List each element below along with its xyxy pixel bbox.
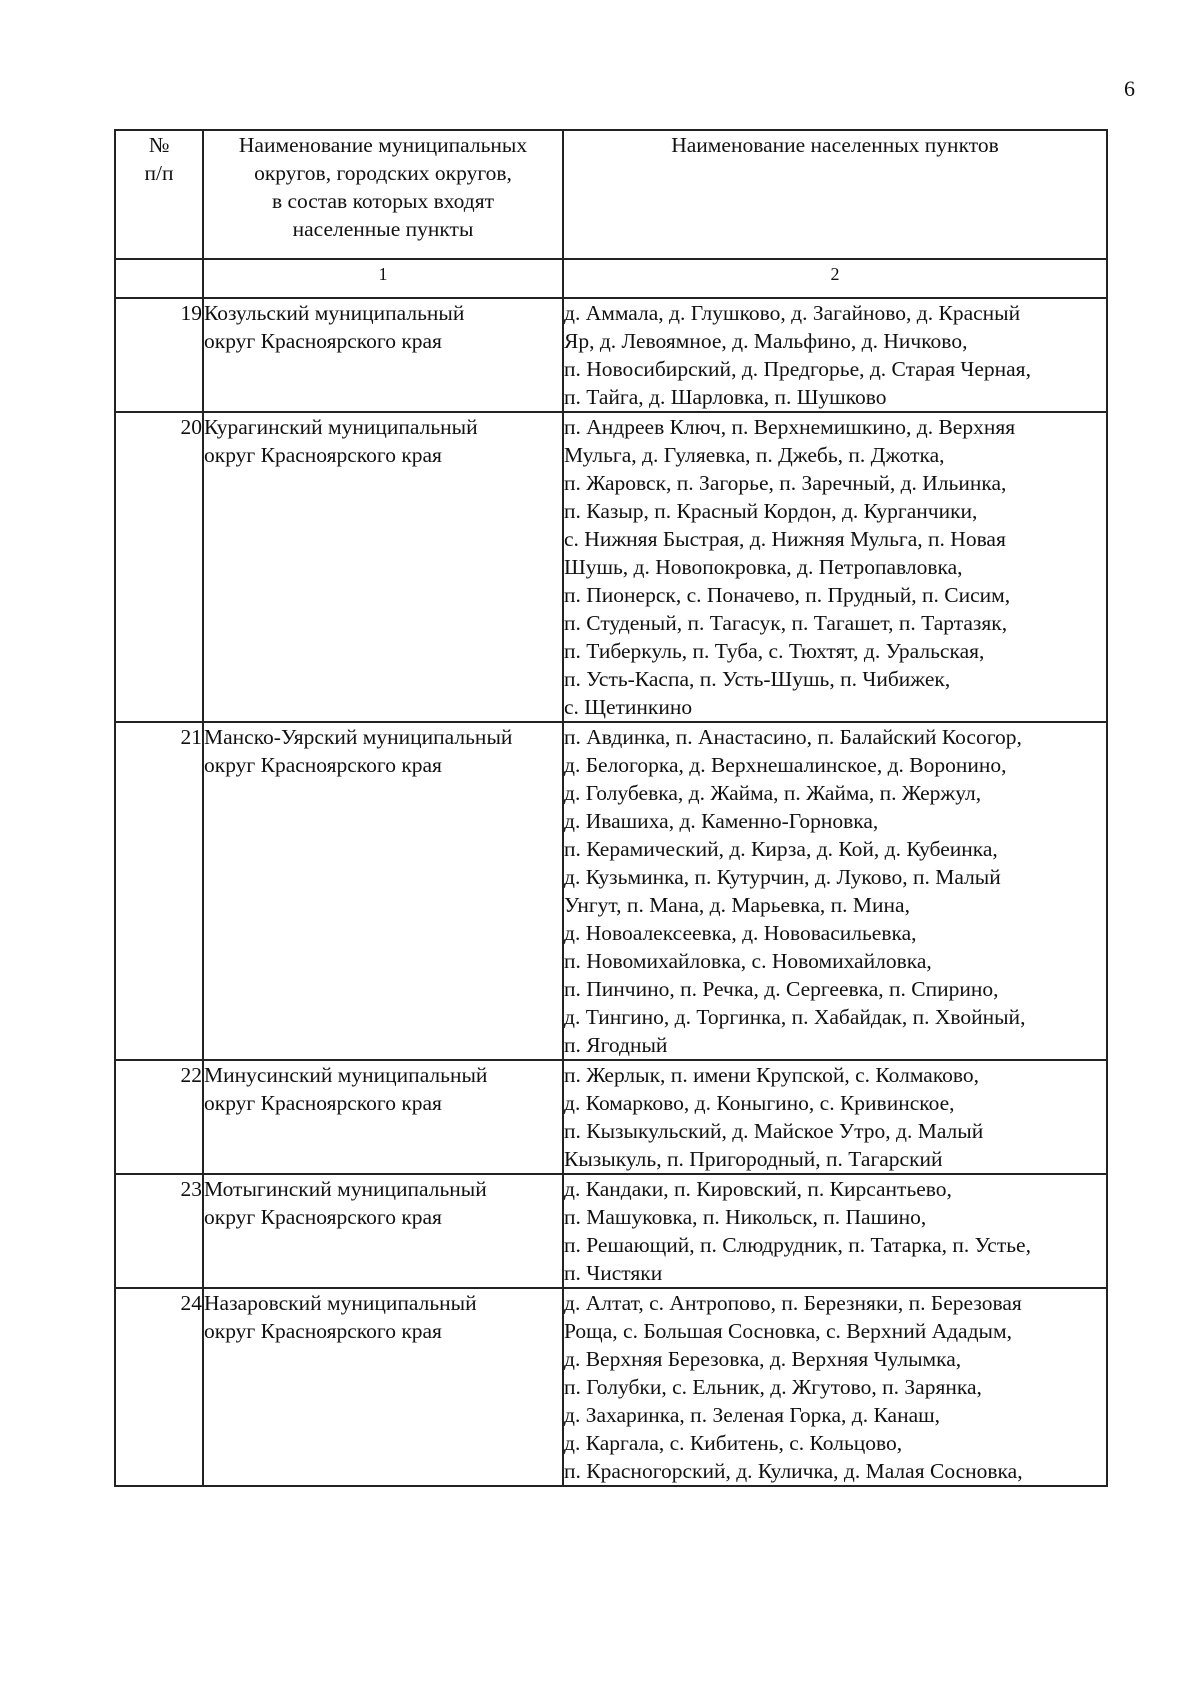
settlements-cell [563,722,1107,1060]
settlements-line: п. Новосибирский, д. Предгорье, д. Старая Черная, [564,357,1031,381]
settlements-line: п. Решающий, п. Слюдрудник, п. Татарка, п. Устье, [564,1233,1031,1257]
column-index-2: 2 [563,259,1107,298]
settlements-cell [563,1174,1107,1288]
settlements-line: п. Красногорский, д. Куличка, д. Малая Сосновка, [564,1459,1023,1483]
column-index-row [115,259,1107,298]
settlements-line: д. Тингино, д. Торгинка, п. Хабайдак, п. Хвойный, [564,1005,1026,1029]
table-row [115,412,1107,722]
settlements-line: д. Голубевка, д. Жайма, п. Жайма, п. Жержул, [564,781,982,805]
header-okrug-label: Наименование муниципальных [238,133,528,157]
settlements-cell [563,1288,1107,1486]
okrug-name-cell [203,722,563,1060]
okrug-name-line: округ Красноярского края [204,1091,442,1115]
settlements-line: п. Голубки, с. Ельник, д. Жгутово, п. Зарянка, [564,1375,982,1399]
okrug-name-line: Мотыгинский муниципальный [204,1177,487,1201]
table-row [115,1174,1107,1288]
okrug-name-line: Козульский муниципальный [204,301,465,325]
okrug-name-line: округ Красноярского края [204,1319,442,1343]
settlements-line: Унгут, п. Мана, д. Марьевка, п. Мина, [564,893,910,917]
okrug-name-line: округ Красноярского края [204,753,442,777]
settlements-line: Шушь, д. Новопокровка, д. Петропавловка, [564,555,963,579]
settlements-line: Кызыкуль, п. Пригородный, п. Тагарский [564,1147,943,1171]
settlements-line: Яр, д. Левоямное, д. Мальфино, д. Ничково, [564,329,968,353]
page-number: 6 [1124,76,1135,101]
okrug-name-cell [203,1288,563,1486]
okrug-name-line: округ Красноярского края [204,443,442,467]
settlements-line: д. Ивашиха, д. Каменно-Горновка, [564,809,879,833]
settlements-line: Роща, с. Большая Сосновка, с. Верхний Ададым, [564,1319,1012,1343]
settlements-line: п. Жаровск, п. Загорье, п. Заречный, д. Ильинка, [564,471,1007,495]
header-number-label: п/п [144,161,174,185]
column-index-empty [115,259,203,298]
okrug-name-line: округ Красноярского края [204,329,442,353]
settlements-line: д. Аммала, д. Глушково, д. Загайново, д. Красный [564,301,1021,325]
settlements-line: д. Новоалексеевка, д. Нововасильевка, [564,921,917,945]
header-okrug-cell [203,130,563,259]
row-number: 22 [115,1060,203,1174]
settlements-line: Мульга, д. Гуляевка, п. Джебь, п. Джотка, [564,443,945,467]
settlements-line: п. Тайга, д. Шарловка, п. Шушково [564,385,887,409]
settlements-cell [563,298,1107,412]
settlements-line: д. Кузьминка, п. Кутурчин, д. Луково, п. Малый [564,865,1001,889]
table-row [115,298,1107,412]
okrug-name-cell [203,1060,563,1174]
settlements-cell [563,1060,1107,1174]
settlements-line: п. Новомихайловка, с. Новомихайловка, [564,949,932,973]
row-number: 24 [115,1288,203,1486]
settlements-line: п. Кызыкульский, д. Майское Утро, д. Малый [564,1119,984,1143]
settlements-line: п. Чистяки [564,1261,663,1285]
okrug-name-line: Курагинский муниципальный [204,415,478,439]
settlements-line: д. Захаринка, п. Зеленая Горка, д. Канаш, [564,1403,941,1427]
row-number: 21 [115,722,203,1060]
settlements-line: п. Ягодный [564,1033,668,1057]
table-row [115,722,1107,1060]
settlements-line: п. Пионерск, с. Поначево, п. Прудный, п. Сисим, [564,583,1011,607]
settlements-line: п. Андреев Ключ, п. Верхнемишкино, д. Верхняя [564,415,1016,439]
table-row [115,1288,1107,1486]
settlements-line: п. Жерлык, п. имени Крупской, с. Колмаково, [564,1063,980,1087]
settlements-line: д. Каргала, с. Кибитень, с. Кольцово, [564,1431,903,1455]
okrug-name-cell [203,1174,563,1288]
header-number-label: № [148,133,170,157]
okrug-name-line: Минусинский муниципальный [204,1063,488,1087]
settlements-line: п. Усть-Каспа, п. Усть-Шушь, п. Чибижек, [564,667,951,691]
settlements-line: п. Тиберкуль, п. Туба, с. Тюхтят, д. Уральская, [564,639,985,663]
settlements-cell [563,412,1107,722]
okrug-name-line: Назаровский муниципальный [204,1291,477,1315]
okrug-name-line: Манско-Уярский муниципальный [204,725,513,749]
settlements-line: д. Комарково, д. Коныгино, с. Кривинское, [564,1091,955,1115]
okrug-name-cell [203,298,563,412]
settlements-line: п. Казыр, п. Красный Кордон, д. Курганчики, [564,499,978,523]
table-header-row [115,130,1107,259]
okrug-name-cell [203,412,563,722]
settlements-line: п. Студеный, п. Тагасук, п. Тагашет, п. Тартазяк, [564,611,1008,635]
okrug-name-line: округ Красноярского края [204,1205,442,1229]
settlements-line: с. Щетинкино [564,695,693,719]
header-number-cell [115,130,203,259]
settlements-line: д. Верхняя Березовка, д. Верхняя Чулымка, [564,1347,962,1371]
header-points-label: Наименование населенных пунктов [671,133,999,157]
table-row [115,1060,1107,1174]
header-okrug-label: в состав которых входят [271,189,495,213]
row-number: 20 [115,412,203,722]
settlements-line: п. Машуковка, п. Никольск, п. Пашино, [564,1205,927,1229]
row-number: 23 [115,1174,203,1288]
row-number: 19 [115,298,203,412]
settlements-line: д. Белогорка, д. Верхнешалинское, д. Воронино, [564,753,1007,777]
settlements-line: д. Кандаки, п. Кировский, п. Кирсантьево, [564,1177,952,1201]
settlements-table [114,129,1108,1487]
settlements-line: д. Алтат, с. Антропово, п. Березняки, п. Березовая [564,1291,1022,1315]
settlements-line: с. Нижняя Быстрая, д. Нижняя Мульга, п. Новая [564,527,1006,551]
header-okrug-label: населенные пункты [292,217,474,241]
header-okrug-label: округов, городских округов, [254,161,512,185]
settlements-line: п. Пинчино, п. Речка, д. Сергеевка, п. Спирино, [564,977,999,1001]
settlements-line: п. Авдинка, п. Анастасино, п. Балайский Косогор, [564,725,1022,749]
column-index-1: 1 [203,259,563,298]
settlements-line: п. Керамический, д. Кирза, д. Кой, д. Кубеинка, [564,837,998,861]
header-points-cell [563,130,1107,259]
